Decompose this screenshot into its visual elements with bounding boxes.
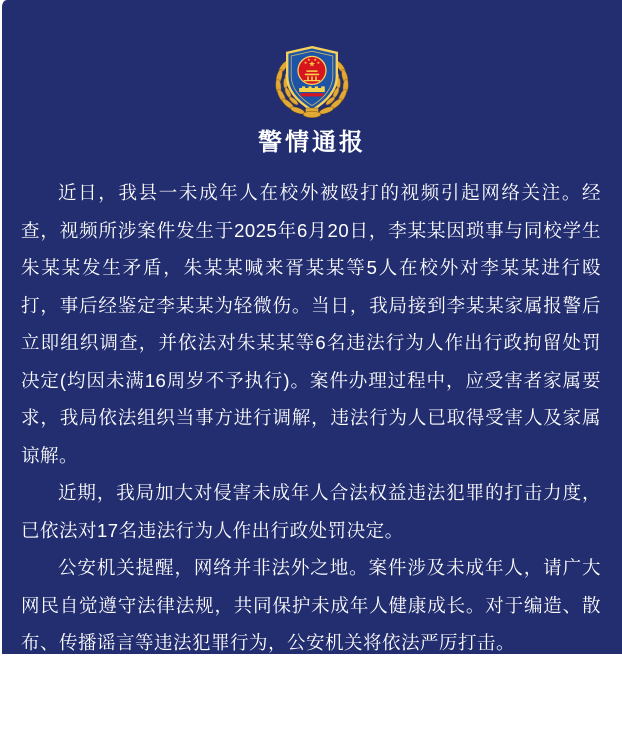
wall-red-band [301,93,323,96]
notice-paragraph-2: 近期，我局加大对侵害未成年人合法权益违法犯罪的打击力度，已依法对17名违法行为人作出行政处罚决定。 [21,482,601,541]
svg-text:★: ★ [307,56,311,62]
notice-title: 警情通报 [258,129,366,156]
wreath-knot [303,108,321,118]
police-badge-icon [262,40,362,120]
signature-date: 2025年7月22日 [466,704,599,726]
notice-paragraph-3: 公安机关提醒，网络并非法外之地。案件涉及未成年人，请广大网民自觉遵守法律法规，共同保护未成年人健康成长。对于编造、散布、传播谣言等违法犯罪行为，公安机关将依法严厉打击。 [21,557,601,653]
svg-text:★: ★ [303,60,308,65]
svg-text:★: ★ [313,56,317,62]
signature-agency: 万载县公安局 [484,670,599,692]
svg-text:★: ★ [316,60,321,65]
svg-text:★: ★ [308,59,316,69]
emblem-container [2,0,622,120]
notice-body [2,174,622,662]
signature-block [2,665,622,733]
notice-paragraph-1: 近日，我县一未成年人在校外被殴打的视频引起网络关注。经查，视频所涉案件发生于2025年6月20日，李某某因琐事与同校学生朱某某发生矛盾，朱某某喊来胥某某等5人在校外对李某某进行殴打，事后经鉴定李某某为轻微伤。当日，我局接到李某某家属报警后立即组织调查，并依法对朱某某等6名违法行为人作出行政拘留处罚决定(均因未满16周岁不予执行)。案件办理过程中，应受害者家属要求，我局依法组织当事方进行调解，违法行为人已取得受害人及家属谅解。 [21,182,601,466]
